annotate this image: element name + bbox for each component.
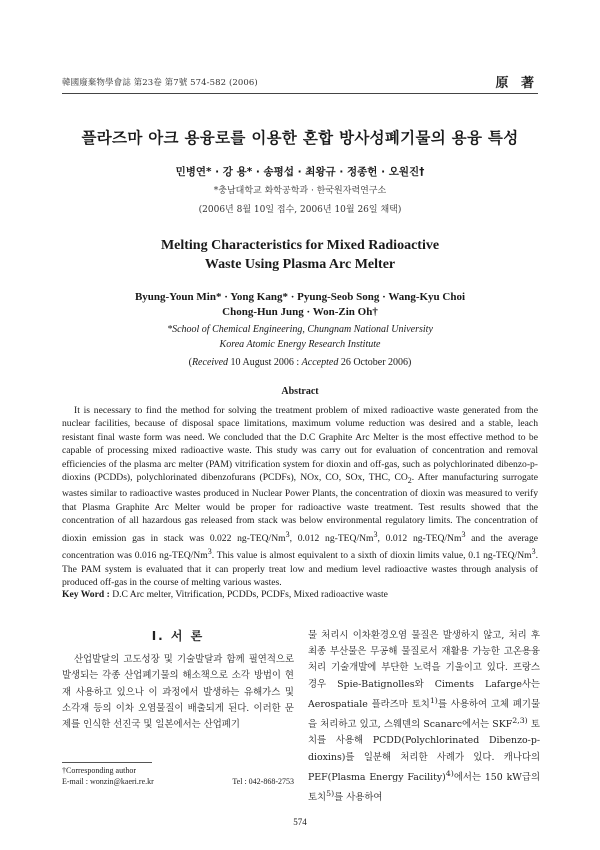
abstract-text-4: , 0.012 ng-TEQ/Nm — [377, 532, 462, 544]
intro-right-column: 물 처리시 이차환경오염 물질은 발생하지 않고, 처리 후 최종 부산물은 무공해 물질로서 재활용 가능한 고온용융처리 기술개발에 부단한 노력을 기울이고 있다. 프랑스 경우 Spie-Batignolles와 Ciments Lafarge사는 Aerospatiale 플라즈마 토치$^{1)}$를 사용하여 고체 폐기물을 처리하고 있고, 스웨덴의 Scanarc에서는 SKF$^{2,3)}$ 토치를 사용해 PCDD(Polychlorinated Dibenzo-p-dioxins)를 일분해 처리한 사례가 있다. 캐나다의 PEF(Plasma Energy Facility)$^{4)}$에서는 150 kW급의 토치$^{5)}$를 사용하여 — [308, 630, 540, 804]
keywords-label: Key Word : — [62, 589, 110, 600]
article-type-badge: 原 著 — [495, 76, 538, 91]
accepted-label: Accepted — [301, 357, 339, 368]
authors-english-line2: Chong-Hun Jung · Won-Zin Oh† — [222, 306, 378, 318]
keywords-list: D.C Arc melter, Vitrification, PCDDs, PCDFs, Mixed radioactive waste — [112, 589, 388, 600]
footnote-tel: Tel : 042-868-2753 — [232, 777, 294, 786]
affiliation-english — [40, 322, 560, 352]
dates-korean: (2006년 8월 10일 접수, 2006년 10월 26일 채택) — [198, 205, 402, 215]
intro-right-text-1: 물 처리시 이차환경오염 물질은 발생하지 않고, 처리 후 최종 부산물은 무공해 물질로서 재활용 가능한 고온용융처리 기술개발에 부단한 노력을 기울이고 있다. 프랑스 경우 Spie-Batignolles와 Ciments Lafarge사는 Aerospatiale 플라즈마 토치 — [308, 630, 540, 710]
title-english — [40, 236, 560, 274]
intro-right-text-3: 토치를 사용해 PCDD(Polychlorinated Dibenzo-p-dioxins)를 일분해 처리한 사례가 있다. 캐나다의 PEF(Plasma Energy Facility) — [308, 719, 540, 783]
affiliation-english-line2: Korea Atomic Energy Research Institute — [219, 339, 381, 350]
abstract-text-6: . This value is almost equivalent to a sixth of dioxin limits value, 0.1 ng-TEQ/Nm — [211, 550, 532, 562]
title-english-line2: Waste Using Plasma Arc Melter — [204, 257, 396, 272]
intro-paragraph-left: 산업발달의 고도성장 및 기술발달과 함께 필연적으로 발생되는 각종 산업폐기물의 해소책으로 소각 방법이 현재 사용하고 있으나 이 과정에서 발생하는 유해가스 및 소각재 등의 이차 오염물질이 배출되게 된다. 이러한 문제를 인식한 선진국 및 일본에서는 산업폐기 — [62, 654, 294, 731]
intro-right-text-2: 를 사용하여 고체 폐기물을 처리하고 있고, 스웨덴의 Scanarc에서는 SKF — [308, 698, 540, 731]
received-label: Received — [191, 357, 229, 368]
footnote-corresponding: †Corresponding author — [62, 766, 136, 775]
footnote-rule — [62, 762, 152, 763]
authors-english-line1: Byung-Youn Min* · Yong Kang* · Pyung-Seob Song · Wang-Kyu Choi — [134, 291, 466, 303]
keywords — [62, 589, 538, 600]
received-date: 10 August 2006 — [230, 357, 294, 368]
abstract-text-2: . After manufacturing surrogate wastes similar to radioactive wastes produced in Nuclear Power Plants, the concentration of dioxin was measured to verify that Plasma Graphite Arc Melter would be proper for radioactive waste treatment. Test results showed that the concentration of all hazardous gas released from stack was below environmental regulatory limits. The concentration of dioxin emission gas in stack was 0.022 ng-TEQ/Nm — [62, 472, 538, 544]
abstract-text-1: It is necessary to find the method for solving the treatment problem of mixed radioactive waste generated from the nuclear facilities, because of disposal space limitations, maximum volume reduction was desired and a stable, leach resistant final waste form was need. We concluded that the D.C Graphite Arc Melter is the most effective method to be capable of processing mixed radioactive waste. This study was carry out for evaluation of concentration and removal efficiencies of the plasma arc melter (PAM) vitrification system for dioxin and off-gas, such as polychlorinated dibenzo-p-dioxins (PCDDs), polychlorinated dibenzofurans (PCDFs), NOx, CO, SOx, THC, CO — [62, 405, 538, 484]
journal-header — [62, 72, 538, 92]
affiliation-english-line1: *School of Chemical Engineering, Chungnam National University — [167, 324, 433, 335]
accepted-date: 26 October 2006 — [340, 357, 409, 368]
affiliation-korean: *충남대학교 화학공학과 · 한국원자력연구소 — [213, 186, 387, 196]
abstract-text-7: . The PAM system is evaluated that it can properly treat low and medium level radioactive wastes through analysis of produced off-gas in the course of melting various wastes. — [62, 550, 539, 589]
page-number: 574 — [293, 817, 307, 827]
title-english-line1: Melting Characteristics for Mixed Radioactive — [160, 238, 440, 253]
header-rule — [62, 93, 538, 94]
abstract-body: It is necessary to find the method for solving the treatment problem of mixed radioactive waste generated from the nuclear facilities, because of disposal space limitations, maximum volume reduction was desired and a stable, leach resistant final waste form was need. We concluded that the D.C Graphite Arc Melter is the most effective method to be capable of processing mixed radioactive waste. This study was carry out for evaluation of concentration and removal efficiencies of the plasma arc melter (PAM) vitrification system for dioxin and off-gas, such as polychlorinated dibenzo-p-dioxins (PCDDs), polychlorinated dibenzofurans (PCDFs), NOx, CO, SOx, THC, $CO_2$. After manufacturing surrogate wastes similar to radioactive wastes produced in Nuclear Power Plants, the concentration of dioxin was measured to verify that Plasma Graphite Arc Melter would be proper for radioactive waste treatment. Test results showed that the concentration of all hazardous gas released from stack was below environmental regulatory limits. The concentration of dioxin emission gas in stack was 0.022 ng-TEQ/Nm$^3$, 0.012 ng-TEQ/Nm$^3$, 0.012 ng-TEQ/Nm$^3$ and the average concentration was 0.016 ng-TEQ/Nm$^3$. This value is almost equivalent to a sixth of dioxin limits value, 0.1 ng-TEQ/Nm$^3$. The PAM system is evaluated that it can properly treat low and medium level radioactive wastes through analysis of produced off-gas in the course of melting various wastes. — [62, 405, 539, 589]
footnote-contact — [62, 776, 294, 787]
journal-citation: 韓國廢棄物學會誌 第23卷 第7號 574-582 (2006) — [62, 78, 258, 88]
intro-left-column — [62, 628, 294, 733]
abstract-text-3: , 0.012 ng-TEQ/Nm — [289, 532, 374, 544]
authors-english — [40, 290, 560, 320]
dates-english: (Received 10 August 2006 : Accepted 26 October 2006) — [188, 357, 412, 368]
authors-korean: 민병연* · 강 용* · 송평섭 · 최왕규 · 정종헌 · 오원진† — [175, 166, 425, 178]
abstract-heading: Abstract — [281, 386, 319, 397]
intro-right-text-5: 를 사용하여 — [334, 792, 383, 804]
abstract-text-5: and the average concentration was 0.016 ng-TEQ/Nm — [62, 532, 538, 562]
footnote — [62, 765, 294, 787]
intro-right-text-4: 에서는 150 kW급의 토치 — [308, 772, 540, 804]
section-heading-introduction: I. 서 론 — [151, 629, 205, 643]
footnote-email: E-mail : wonzin@kaeri.re.kr — [62, 777, 154, 786]
title-korean: 플라즈마 아크 용융로를 이용한 혼합 방사성폐기물의 용융 특성 — [81, 129, 519, 147]
